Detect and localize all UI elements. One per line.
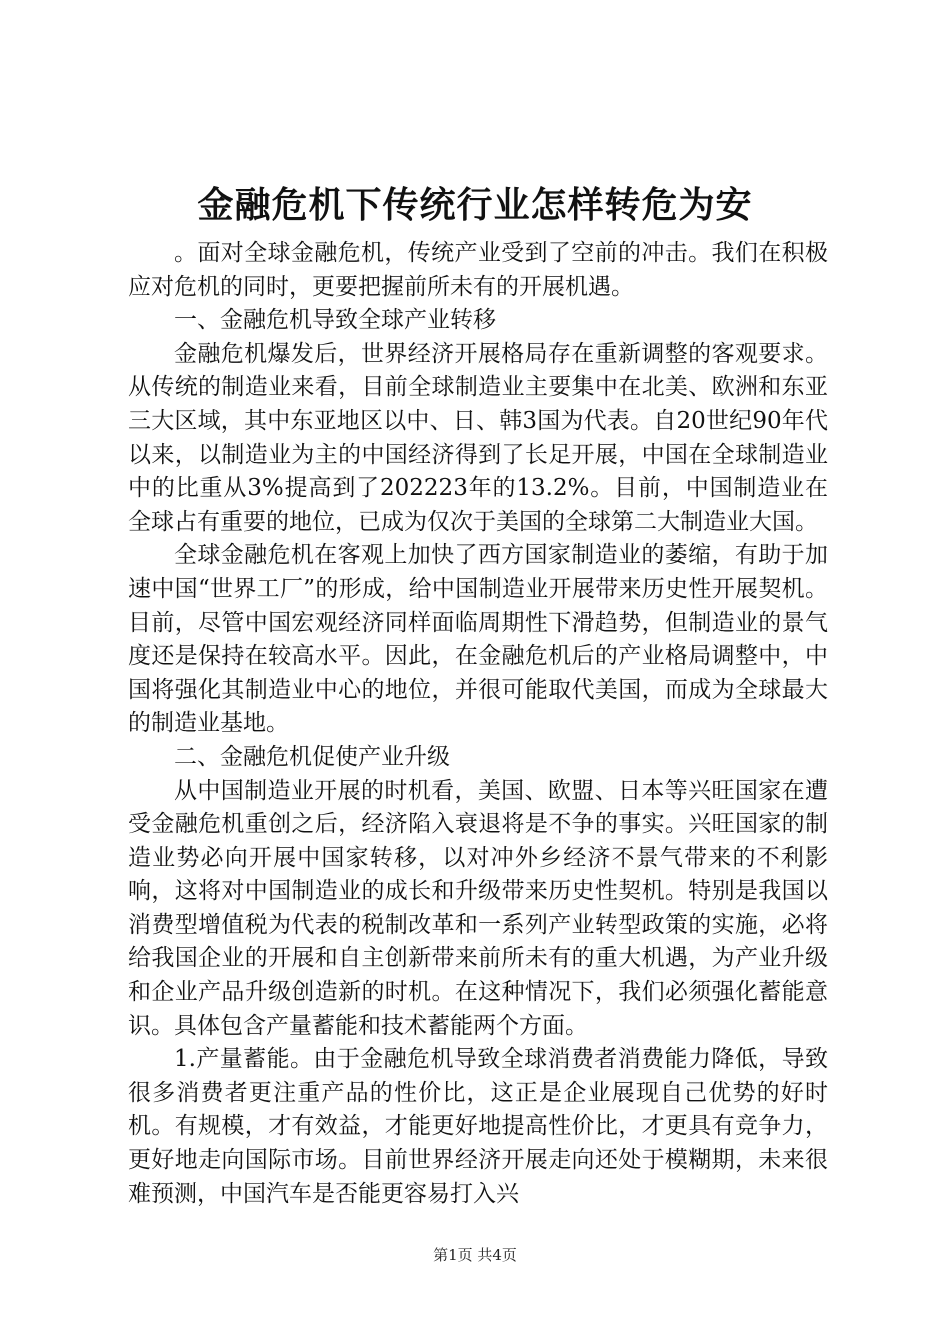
paragraph: 金融危机爆发后，世界经济开展格局存在重新调整的客观要求。从传统的制造业来看，目前全球制造业主要集中在北美、欧洲和东亚三大区域，其中东亚地区以中、日、韩3国为代表。自20世纪90年代以来，以制造业为主的中国经济得到了长足开展，中国在全球制造业中的比重从3%提高到了202223年的13.2%。目前，中国制造业在全球占有重要的地位，已成为仅次于美国的全球第二大制造业大国。 (128, 340, 828, 535)
document-title: 金融危机下传统行业怎样转危为安 (197, 184, 753, 226)
section-heading-1: 一、金融危机导致全球产业转移 (174, 307, 496, 334)
paragraph-intro: 。面对全球金融危机，传统产业受到了空前的冲击。我们在积极应对危机的同时，更要把握前所未有的开展机遇。 (128, 240, 828, 300)
section-heading-2: 二、金融危机促使产业升级 (174, 743, 450, 770)
page-footer: 第1页 共4页 (433, 1246, 517, 1264)
paragraph: 从中国制造业开展的时机看，美国、欧盟、日本等兴旺国家在遭受金融危机重创之后，经济陷入衰退将是不争的事实。兴旺国家的制造业势必向开展中国家转移，以对冲外乡经济不景气带来的不利影响，这将对中国制造业的成长和升级带来历史性契机。特别是我国以消费型增值税为代表的税制改革和一系列产业转型政策的实施，必将给我国企业的开展和自主创新带来前所未有的重大机遇，为产业升级和企业产品升级创造新的时机。在这种情况下，我们必须强化蓄能意识。具体包含产量蓄能和技术蓄能两个方面。 (128, 777, 828, 1039)
list-paragraph: 1.产量蓄能。由于金融危机导致全球消费者消费能力降低，导致很多消费者更注重产品的性价比，这正是企业展现自己优势的好时机。有规模，才有效益，才能更好地提高性价比，才更具有竞争力，更好地走向国际市场。目前世界经济开展走向还处于模糊期，未来很难预测，中国汽车是否能更容易打入兴 (128, 1046, 828, 1207)
document-body (128, 237, 828, 1211)
paragraph: 全球金融危机在客观上加快了西方国家制造业的萎缩，有助于加速中国“世界工厂”的形成，给中国制造业开展带来历史性开展契机。目前，尽管中国宏观经济同样面临周期性下滑趋势，但制造业的景气度还是保持在较高水平。因此，在金融危机后的产业格局调整中，中国将强化其制造业中心的地位，并很可能取代美国，而成为全球最大的制造业基地。 (128, 542, 828, 737)
